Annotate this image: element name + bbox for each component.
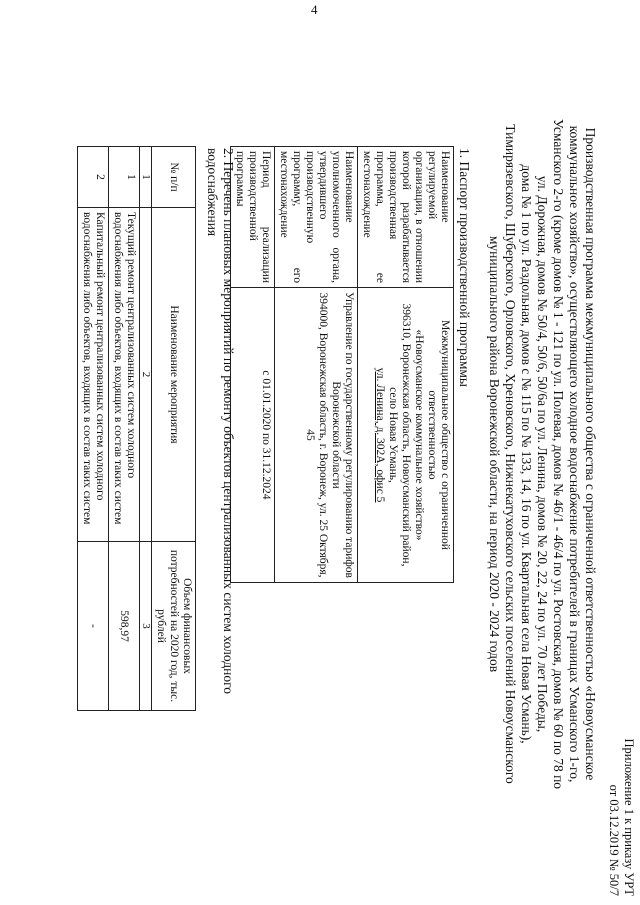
row-number: 1	[109, 147, 140, 208]
row-number: 2	[78, 147, 109, 208]
passport-label: Период реализации производственной программы	[231, 147, 275, 288]
page-number: 4	[311, 2, 318, 17]
section2-heading-line-1: 2. Перечень плановых мероприятий по ремонту объектов централизованных систем холодного	[221, 148, 236, 695]
title-line: дома № 1 по ул. Раздольная, домов с № 115 по № 133, 14, 16 по ул. Квартальная села Новая Усмань),	[519, 164, 534, 744]
passport-row	[275, 147, 358, 583]
passport-value	[231, 288, 275, 583]
measure-amount: -	[78, 542, 109, 711]
title-line: Тимирязевского, Шуберского, Орловского, Хреновского, Нижнекатуховского сельских поселений Новоусманского	[503, 124, 518, 784]
passport-table	[230, 146, 454, 583]
appendix-line-2: от 03.12.2019 № 50/7	[607, 784, 621, 896]
value-line: с 01.01.2020 по 31.12.2024	[260, 370, 272, 500]
value-line: Управление по государственному регулированию тарифов	[343, 292, 355, 578]
section2-heading-line-2: водоснабжения	[205, 148, 220, 237]
table-row	[109, 147, 140, 711]
appendix-note	[606, 739, 636, 897]
table-row	[78, 147, 109, 711]
passport-value	[358, 288, 454, 583]
passport-label: Наименование регулируемой организации, в отношении которой разрабатывается производственная программа, ее местонахождение	[358, 147, 454, 288]
passport-row	[231, 147, 275, 583]
section2-heading	[204, 148, 236, 694]
passport-row	[358, 147, 454, 583]
column-number: 2	[140, 208, 152, 542]
section1-heading: 1. Паспорт производственной программы	[457, 148, 472, 387]
column-number: 3	[140, 542, 152, 711]
value-line: 394000, Воронежская область, г. Воронеж, ул. 25 Октября, 45	[304, 292, 329, 578]
title-line: Производственная программа межмуниципального общества с ограниченной ответственностью «Новоусманское	[583, 127, 598, 781]
appendix-line-1: Приложение 1 к приказу УРТ	[622, 738, 636, 896]
value-line: «Новоусманское коммунальное хозяйство»	[413, 329, 425, 541]
column-number-row	[140, 147, 152, 711]
value-line: Межмуниципальное общество с ограниченной ответственностью	[426, 320, 451, 550]
title-line: коммунальное хозяйство», осуществляющего холодное водоснабжение потребителей в границах Усманского 1-го,	[567, 125, 582, 783]
column-header-num: № п/п	[152, 147, 196, 208]
passport-label: Наименование уполномоченного органа, утвердившего производственную программу, его местонахождение	[275, 147, 358, 288]
measures-table	[77, 146, 196, 711]
title-line: муниципального района Воронежской области, на период 2020 - 2024 годов	[487, 235, 502, 673]
column-header-amount: Объем финансовых потребностей на 2020 год, тыс. рублей	[152, 542, 196, 711]
value-line: 396310, Воронежская область, Новоусманский район, село Новая Усмань,	[387, 303, 412, 567]
measure-name: Текущий ремонт централизованных систем холодного водоснабжения либо объектов, входящих в состав таких систем	[109, 208, 140, 542]
value-line: Воронежской области	[330, 381, 342, 489]
rotated-document-content	[45, 36, 640, 896]
value-line: ул. Ленина, д. 302А, офис 5	[374, 367, 386, 503]
measure-amount: 598,97	[109, 542, 140, 711]
title-line: ул. Дорожная, домов № 50/4, 50/6, 50/6а по ул. Ленина, домов № 20, 22, 24 по ул. 70 лет Победы,	[535, 175, 550, 733]
title-line: Усманского 2-го (кроме домов № 1 - 121 по ул. Полевая, домов № 46/1 - 46/4 по ул. Ростовская, домов № 60 по 78 по	[551, 118, 566, 790]
passport-value	[275, 288, 358, 583]
measure-name: Капитальный ремонт централизованных систем холодного водоснабжения либо объектов, входящих в состав таких систем	[78, 208, 109, 542]
column-number: 1	[140, 147, 152, 208]
column-header-name: Наименование мероприятия	[152, 208, 196, 542]
document-title	[486, 54, 598, 854]
measures-header-row	[152, 147, 196, 711]
